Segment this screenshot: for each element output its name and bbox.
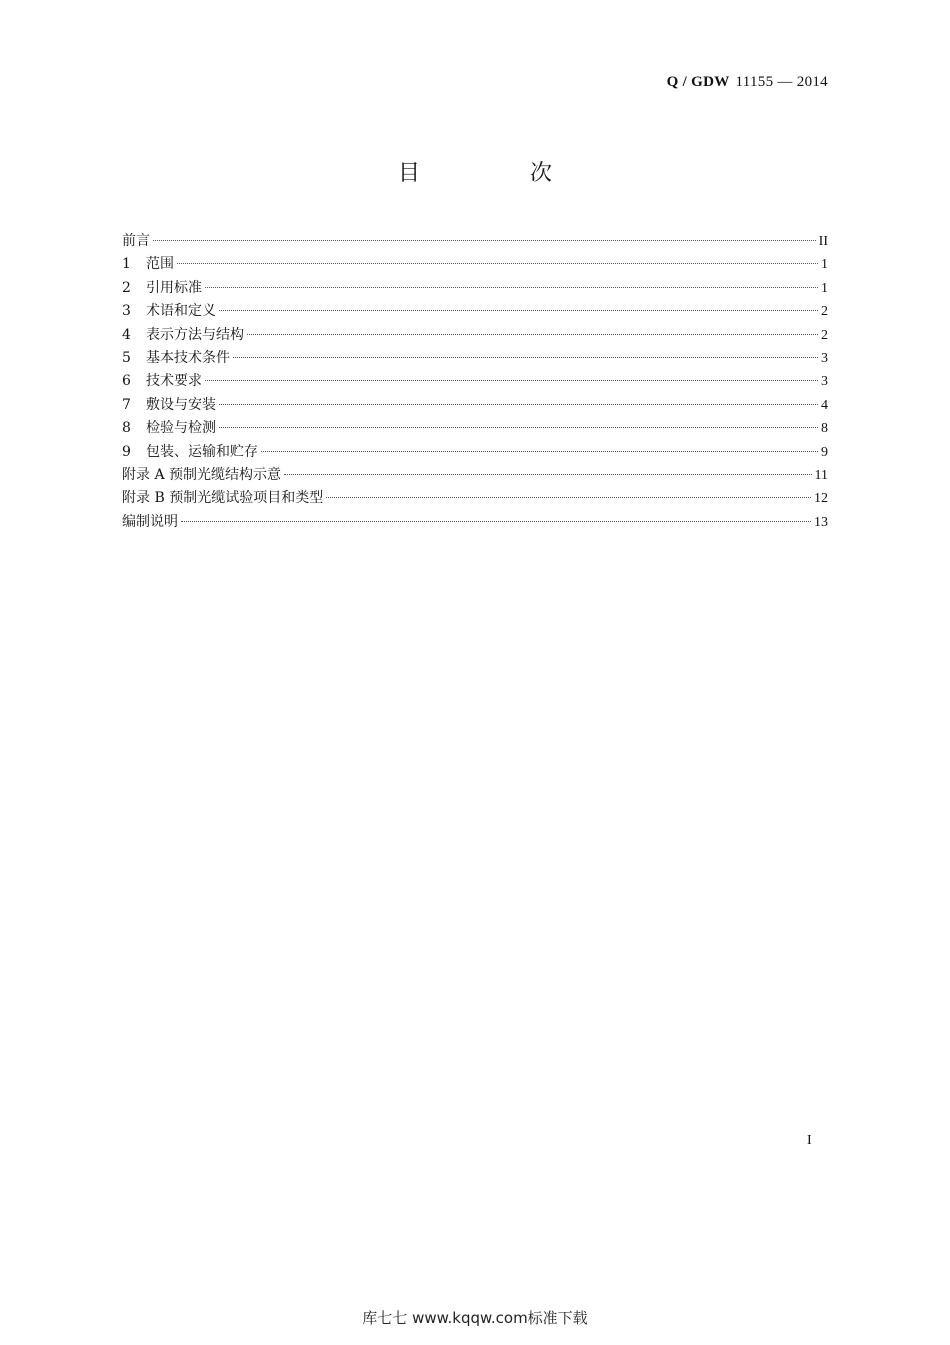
toc-dot-leader <box>205 287 818 288</box>
toc-entry-designation-structure[interactable] <box>122 324 828 347</box>
toc-entry-packaging-transport-storage[interactable] <box>122 441 828 464</box>
toc-dot-leader <box>219 310 818 311</box>
toc-entry-label: 检验与检测 <box>146 420 216 437</box>
toc-entry-scope[interactable] <box>122 253 828 276</box>
toc-dot-leader <box>219 427 818 428</box>
toc-entry-page: 9 <box>821 444 828 460</box>
toc-entry-label: 包装、运输和贮存 <box>146 443 258 460</box>
toc-entry-technical-requirements[interactable] <box>122 370 828 393</box>
toc-entry-label: 附录 A 预制光缆结构示意 <box>122 466 282 483</box>
toc-entry-page: 3 <box>821 350 828 366</box>
toc-entry-page: 11 <box>814 467 828 483</box>
toc-entry-compilation-notes[interactable] <box>122 511 828 534</box>
toc-entry-label: 前言 <box>122 233 150 249</box>
toc-entry-number: 8 <box>122 420 131 437</box>
toc-entry-page: 3 <box>821 374 828 390</box>
toc-dot-leader <box>177 263 818 264</box>
toc-dot-leader <box>181 521 811 522</box>
toc-entry-page: 12 <box>814 491 828 507</box>
toc-dot-leader <box>233 357 818 358</box>
table-of-contents <box>122 230 828 534</box>
page-number: I <box>807 1133 812 1148</box>
toc-dot-leader <box>153 240 816 241</box>
toc-entry-label: 引用标准 <box>146 279 202 296</box>
toc-entry-number: 5 <box>122 349 131 366</box>
toc-entry-label: 敷设与安装 <box>146 396 216 413</box>
toc-entry-page: II <box>818 234 828 249</box>
toc-entry-label: 基本技术条件 <box>146 349 230 366</box>
toc-entry-terms-definitions[interactable] <box>122 300 828 323</box>
footer-watermark: 库七七 www.kqqw.com标准下载 <box>362 1309 588 1327</box>
toc-entry-appendix-a[interactable] <box>122 464 828 487</box>
toc-entry-label: 附录 B 预制光缆试验项目和类型 <box>122 490 324 507</box>
toc-entry-normative-references[interactable] <box>122 277 828 300</box>
toc-entry-number: 6 <box>122 373 131 390</box>
standard-number: 11155 — 2014 <box>735 74 828 90</box>
toc-entry-label: 编制说明 <box>122 513 178 530</box>
standard-header <box>667 74 828 91</box>
toc-dot-leader <box>284 474 812 475</box>
toc-dot-leader <box>261 451 818 452</box>
toc-entry-appendix-b[interactable] <box>122 487 828 510</box>
toc-dot-leader <box>326 497 811 498</box>
toc-entry-basic-conditions[interactable] <box>122 347 828 370</box>
toc-entry-number: 1 <box>122 256 131 273</box>
toc-entry-page: 2 <box>821 327 828 343</box>
toc-entry-label: 表示方法与结构 <box>146 326 244 343</box>
toc-entry-number: 2 <box>122 279 131 296</box>
toc-entry-laying-installation[interactable] <box>122 394 828 417</box>
toc-entry-label: 范围 <box>146 256 174 273</box>
toc-entry-page: 13 <box>814 514 828 530</box>
toc-entry-number: 4 <box>122 326 131 343</box>
toc-entry-number: 9 <box>122 443 131 460</box>
toc-entry-inspection-testing[interactable] <box>122 417 828 440</box>
toc-entry-label: 术语和定义 <box>146 303 216 320</box>
toc-dot-leader <box>247 334 818 335</box>
toc-title: 目 次 <box>397 161 596 186</box>
toc-entry-preface[interactable] <box>122 230 828 253</box>
toc-entry-page: 4 <box>821 397 828 413</box>
toc-entry-number: 7 <box>122 396 131 413</box>
toc-dot-leader <box>205 380 818 381</box>
toc-entry-label: 技术要求 <box>146 373 202 390</box>
toc-entry-page: 2 <box>821 304 828 320</box>
toc-entry-page: 1 <box>821 280 828 296</box>
toc-entry-page: 1 <box>821 257 828 273</box>
standard-code: Q / GDW <box>666 74 730 90</box>
toc-entry-number: 3 <box>122 303 131 320</box>
toc-entry-page: 8 <box>821 421 828 437</box>
toc-dot-leader <box>219 404 818 405</box>
